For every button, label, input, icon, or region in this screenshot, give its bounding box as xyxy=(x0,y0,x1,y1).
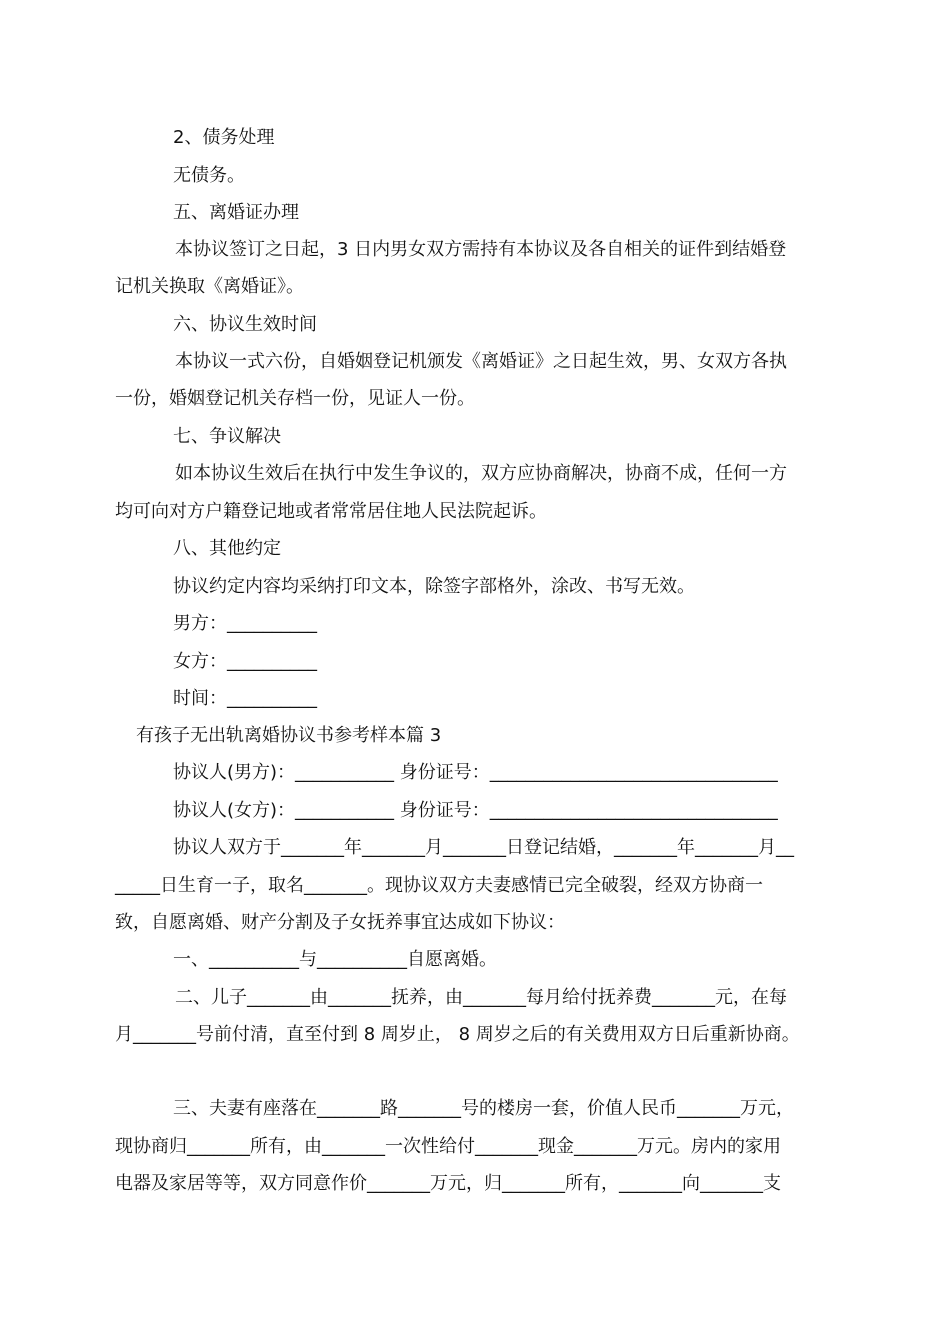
paragraph-line: 记机关换取《离婚证》。 xyxy=(115,276,304,297)
paragraph-line: 一份，婚姻登记机关存档一份，见证人一份。 xyxy=(115,388,475,409)
section-heading-other: 八、其他约定 xyxy=(173,538,281,559)
section-heading-certificate: 五、离婚证办理 xyxy=(173,202,299,223)
party-female-line: 协议人(女方)：___________ 身份证号：________________________________ xyxy=(173,800,778,821)
section-heading-debt: 2、债务处理 xyxy=(173,127,275,148)
paragraph-line: _____日生育一子，取名_______。现协议双方夫妻感情已完全破裂，经双方协商一 xyxy=(115,875,763,896)
clause-two: 二、儿子_______由_______抚养，由_______每月给付抚养费_______元，在每 xyxy=(175,987,787,1008)
paragraph-line: 月_______号前付清，直至付到 8 周岁止， 8 周岁之后的有关费用双方日后重新协商。 xyxy=(115,1024,800,1045)
sample-title: 有孩子无出轨离婚协议书参考样本篇 3 xyxy=(136,725,442,746)
paragraph-line: 协议人双方于_______年_______月_______日登记结婚，_______年_______月__ xyxy=(173,837,794,858)
paragraph-line: 致，自愿离婚、财产分割及子女抚养事宜达成如下协议： xyxy=(115,912,565,933)
paragraph-line: 协议约定内容均采纳打印文本，除签字部格外，涂改、书写无效。 xyxy=(173,576,695,597)
paragraph-line: 现协商归_______所有，由_______一次性给付_______现金_______万元。房内的家用 xyxy=(115,1136,781,1157)
clause-one: 一、__________与__________自愿离婚。 xyxy=(173,949,497,970)
section-heading-dispute: 七、争议解决 xyxy=(173,426,281,447)
paragraph-line: 电器及家居等等，双方同意作价_______万元，归_______所有，_______向_______支 xyxy=(115,1173,781,1194)
signature-line-male: 男方：__________ xyxy=(173,613,317,634)
paragraph-line: 如本协议生效后在执行中发生争议的，双方应协商解决，协商不成，任何一方 xyxy=(175,463,787,484)
paragraph-line: 本协议一式六份，自婚姻登记机颁发《离婚证》之日起生效，男、女双方各执 xyxy=(175,351,787,372)
party-male-line: 协议人(男方)：___________ 身份证号：________________________________ xyxy=(173,762,778,783)
paragraph-line: 本协议签订之日起，3 日内男女双方需持有本协议及各自相关的证件到结婚登 xyxy=(175,239,787,260)
clause-three: 三、夫妻有座落在_______路_______号的楼房一套，价值人民币_______万元， xyxy=(173,1098,794,1119)
section-heading-effective: 六、协议生效时间 xyxy=(173,314,317,335)
paragraph-no-debt: 无债务。 xyxy=(173,165,245,186)
signature-line-female: 女方：__________ xyxy=(173,651,317,672)
paragraph-line: 均可向对方户籍登记地或者常常居住地人民法院起诉。 xyxy=(115,501,547,522)
signature-line-date: 时间：__________ xyxy=(173,688,317,709)
